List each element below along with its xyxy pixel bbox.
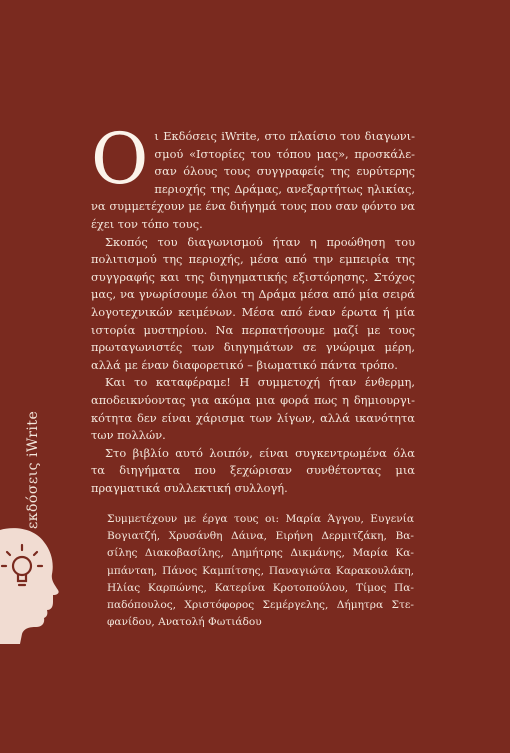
contributors-list: Συμμετέχουν με έργα τους οι: Μαρία Άγγου, Ευγενία Βογιατζή, Χρυσάνθη Δάινα, Ειρήνη Δερμιτζάκη, Βασίλης Διακοβασίλης, Δημήτρης Δικμάνης, Μαρία Καμπάνταη, Πάνος Καμπίτσης, Παναγιώτα Καρακουλάκη, Ηλίας Καρπώνης, Κατερίνα Κροτοπούλου, Τίμος Παπαδόπουλος, Χριστόφορος Σεμέργελης, Δήμητρα Στεφανίδου, Ανατολή Φωτιάδου <box>107 513 414 629</box>
blurb <box>91 118 415 497</box>
blurb-paragraph-3: Και το καταφέραμε! Η συμμετοχή ήταν ένθερμη, αποδεικνύοντας για ακόμα μια φορά πως η δημιουργικότητα δεν είναι χάρισμα των λίγων, αλλά ικανότητα των πολλών. <box>91 375 415 443</box>
publisher-vertical-label: εκδόσεις iWrite <box>25 410 41 529</box>
blurb-paragraph-4: Στο βιβλίο αυτό λοιπόν, είναι συγκεντρωμένα όλα τα διηγήματα που ξεχώρισαν συνθέτοντας μια πραγματικά συλλεκτική συλλογή. <box>91 445 415 495</box>
blurb-paragraph-2: Σκοπός του διαγωνισμού ήταν η προώθηση του πολιτισμού της περιοχής, μέσα από την εμπειρία της συγγραφής και της διηγηματικής εξιστόρησης. Στόχος μας, να γνωρίσουμε όλοι τη Δράμα μέσα από μία σειρά λογοτεχνικών κειμένων. Μέσα από έναν έρωτα ή μία ιστορία μυστηρίου. Να περπατήσουμε μαζί με τους πρωταγωνιστές των διηγημάτων σε γνώριμα μέρη, αλλά με έναν διαφορετικό – βιωματικό πάντα τρόπο. <box>91 234 415 372</box>
drop-cap: Ο <box>91 118 149 200</box>
blurb-paragraph-1-text: ι Εκδόσεις iWrite, στο πλαίσιο του διαγωνισμού «Ιστορίες του τόπου μας», προσκάλεσαν όλους τους συγγραφείς της ευρύτερης περιοχής της Δράμας, ανεξαρτήτως ηλικίας, να συμμετέχουν με ένα διήγημά τους που σαν φόντο να έχει τον τόπο τους. <box>91 129 415 231</box>
blurb-paragraph-1 <box>91 118 415 234</box>
head-with-lightbulb-icon <box>0 522 60 644</box>
